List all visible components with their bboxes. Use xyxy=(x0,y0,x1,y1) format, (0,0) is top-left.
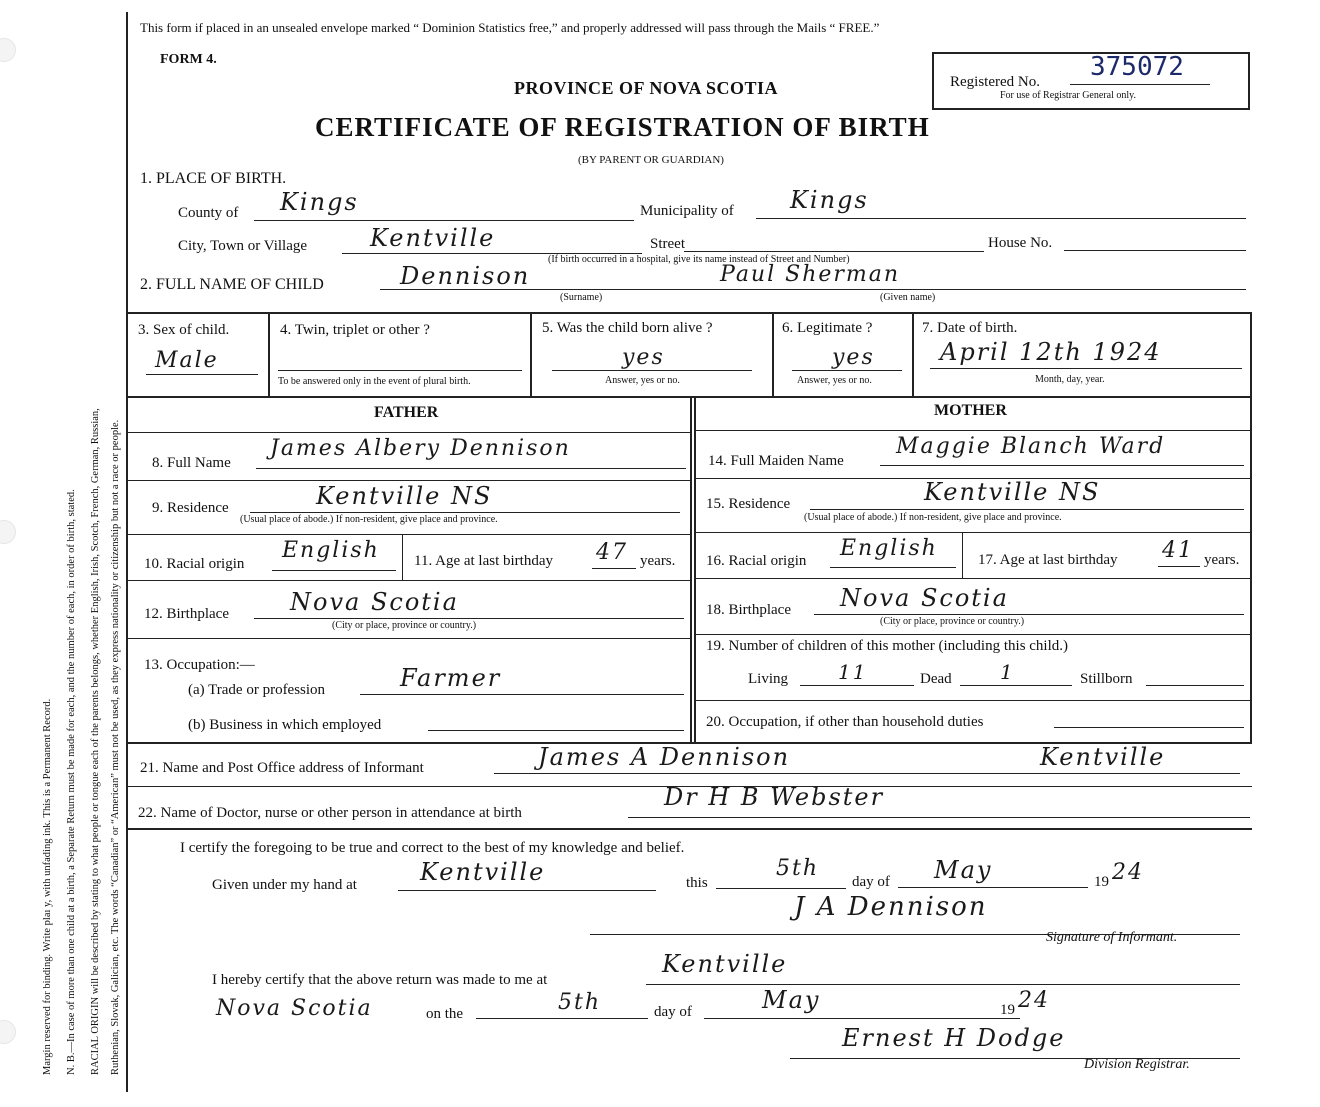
mother-age-label: 17. Age at last birthday xyxy=(978,552,1118,568)
father-heading: FATHER xyxy=(374,404,439,421)
house-number-label: House No. xyxy=(988,235,1053,251)
municipality-value: Kings xyxy=(790,186,869,214)
child-surname-value: Dennison xyxy=(400,262,531,290)
city-value: Kentville xyxy=(370,224,496,252)
informant-name-value: James A Dennison xyxy=(538,743,791,771)
legitimate-label: 6. Legitimate ? xyxy=(782,320,873,336)
doctor-value: Dr H B Webster xyxy=(664,783,885,811)
street-label: Street xyxy=(650,236,685,252)
county-label: County of xyxy=(178,205,239,221)
binding-hole-bottom xyxy=(0,1020,16,1044)
child-given-name-value: Paul Sherman xyxy=(720,262,901,287)
registrar-month-value: May xyxy=(762,986,821,1014)
date-of-birth-label: 7. Date of birth. xyxy=(922,320,1018,336)
given-under-label: Given under my hand at xyxy=(212,877,357,893)
mother-birthplace-label: 18. Birthplace xyxy=(706,602,791,618)
margin-note-multiple-births: N. B.—In case of more than one child at a birth, a Separate Return must be made for each, and the number of each, in order of birth, stated. xyxy=(66,489,77,1075)
mother-residence-note: (Usual place of abode.) If non-resident, give place and province. xyxy=(804,512,1062,523)
form-left-border xyxy=(126,12,128,1092)
county-value: Kings xyxy=(280,188,359,216)
mother-name-value: Maggie Blanch Ward xyxy=(896,434,1166,459)
father-name-label: 8. Full Name xyxy=(152,455,231,471)
mother-age-unit: years. xyxy=(1204,552,1240,568)
children-count-label: 19. Number of children of this mother (including this child.) xyxy=(706,638,1069,654)
living-label: Living xyxy=(748,671,788,687)
registrar-on-label: on the xyxy=(426,1006,464,1022)
province-heading: PROVINCE OF NOVA SCOTIA xyxy=(514,78,779,98)
born-alive-label: 5. Was the child born alive ? xyxy=(542,320,713,336)
registrar-year-value: 24 xyxy=(1018,988,1050,1013)
binding-hole-middle xyxy=(0,520,16,544)
father-age-label: 11. Age at last birthday xyxy=(414,553,553,569)
registered-value: 375072 xyxy=(1090,52,1184,82)
postal-notice: This form if placed in an unsealed envelope marked “ Dominion Statistics free,” and properly addressed will pass through the Mails “ FREE.” xyxy=(140,20,880,35)
registrar-dayof-label: day of xyxy=(654,1004,692,1020)
legitimate-value: yes xyxy=(832,345,875,370)
father-residence-value: Kentville NS xyxy=(316,482,493,510)
father-occupation-label: 13. Occupation:— xyxy=(144,657,255,673)
informant-label: 21. Name and Post Office address of Informant xyxy=(140,760,424,776)
margin-note-racial-origin: RACIAL ORIGIN will be described by stating to what people or tongue each of the parents belongs, whether English, Irish, Scotch, French, German, Russian, xyxy=(90,408,101,1075)
date-of-birth-note: Month, day, year. xyxy=(1035,374,1105,385)
mother-birthplace-value: Nova Scotia xyxy=(840,584,1009,612)
registrar-year-prefix: 19 xyxy=(1000,1002,1015,1018)
father-birthplace-note: (City or place, province or country.) xyxy=(332,620,477,631)
registrar-day-value: 5th xyxy=(558,990,602,1015)
informant-signature-label: Signature of Informant. xyxy=(1046,930,1178,945)
mother-heading: MOTHER xyxy=(934,402,1007,419)
mother-name-label: 14. Full Maiden Name xyxy=(708,453,844,469)
certification-statement: I certify the foregoing to be true and correct to the best of my knowledge and belief. xyxy=(180,840,685,856)
margin-note-binding: Margin reserved for binding. Write plaı y, with unfading ink. This is a Permanent Record. xyxy=(42,698,53,1075)
mother-age-value: 41 xyxy=(1162,538,1194,563)
father-age-unit: years. xyxy=(640,553,676,569)
informant-signature: J A Dennison xyxy=(794,892,988,922)
born-alive-note: Answer, yes or no. xyxy=(605,375,680,386)
certify-day-value: 5th xyxy=(776,856,820,881)
certify-place-value: Kentville xyxy=(420,858,546,886)
certify-month-value: May xyxy=(934,856,993,884)
father-residence-label: 9. Residence xyxy=(152,500,229,516)
certify-this-label: this xyxy=(686,875,708,891)
doctor-label: 22. Name of Doctor, nurse or other person in attendance at birth xyxy=(138,805,522,821)
margin-note-nationality: Ruthenian, Slovak, Galician, etc. The words “Canadian” or “American” must not be used, as they express nationality or citizenship but not a race or people. xyxy=(110,419,121,1075)
born-alive-value: yes xyxy=(622,345,665,370)
surname-note: (Surname) xyxy=(560,292,603,303)
certificate-title: CERTIFICATE OF REGISTRATION OF BIRTH xyxy=(315,112,930,142)
street-note: (If birth occurred in a hospital, give its name instead of Street and Number) xyxy=(548,254,850,265)
registrar-signature: Ernest H Dodge xyxy=(842,1024,1066,1052)
father-racial-origin-value: English xyxy=(282,538,380,563)
mother-racial-origin-label: 16. Racial origin xyxy=(706,553,807,569)
registered-label: Registered No. xyxy=(950,74,1040,90)
registrar-statement: I hereby certify that the above return was made to me at xyxy=(212,972,548,988)
city-label: City, Town or Village xyxy=(178,238,308,254)
municipality-label: Municipality of xyxy=(640,203,734,219)
dead-label: Dead xyxy=(920,671,952,687)
child-name-label: 2. FULL NAME OF CHILD xyxy=(140,276,324,293)
twin-note: To be answered only in the event of plural birth. xyxy=(278,376,471,387)
certify-dayof-label: day of xyxy=(852,874,890,890)
form-number: FORM 4. xyxy=(160,52,217,67)
father-trade-label: (a) Trade or profession xyxy=(188,682,326,698)
registrar-place-value: Kentville xyxy=(662,950,788,978)
father-birthplace-label: 12. Birthplace xyxy=(144,606,229,622)
sex-value: Male xyxy=(155,348,219,373)
informant-address-value: Kentville xyxy=(1040,743,1166,771)
father-birthplace-value: Nova Scotia xyxy=(290,588,459,616)
mother-birthplace-note: (City or place, province or country.) xyxy=(880,616,1025,627)
registrar-signature-label: Division Registrar. xyxy=(1084,1057,1190,1072)
legitimate-note: Answer, yes or no. xyxy=(797,375,872,386)
certificate-subtitle: (BY PARENT OR GUARDIAN) xyxy=(578,154,724,166)
mother-residence-label: 15. Residence xyxy=(706,496,791,512)
binding-hole-top xyxy=(0,38,16,62)
twin-label: 4. Twin, triplet or other ? xyxy=(280,322,430,338)
father-age-value: 47 xyxy=(596,540,628,565)
father-name-value: James Albery Dennison xyxy=(270,436,571,461)
father-racial-origin-label: 10. Racial origin xyxy=(144,556,245,572)
father-business-label: (b) Business in which employed xyxy=(188,717,382,733)
registrar-province-value: Nova Scotia xyxy=(216,996,373,1021)
date-of-birth-value: April 12th 1924 xyxy=(940,338,1162,366)
living-value: 11 xyxy=(838,660,868,684)
father-residence-note: (Usual place of abode.) If non-resident, give place and province. xyxy=(240,514,498,525)
father-trade-value: Farmer xyxy=(400,664,502,692)
stillborn-label: Stillborn xyxy=(1080,671,1133,687)
mother-residence-value: Kentville NS xyxy=(924,478,1101,506)
place-of-birth-label: 1. PLACE OF BIRTH. xyxy=(140,170,287,187)
registrar-note: For use of Registrar General only. xyxy=(1000,90,1136,101)
certify-year-prefix: 19 xyxy=(1094,874,1109,890)
mother-racial-origin-value: English xyxy=(840,536,938,561)
mother-occupation-label: 20. Occupation, if other than household duties xyxy=(706,714,984,730)
sex-label: 3. Sex of child. xyxy=(138,322,230,338)
certify-year-value: 24 xyxy=(1112,860,1144,885)
dead-value: 1 xyxy=(1000,660,1015,684)
given-name-note: (Given name) xyxy=(880,292,936,303)
